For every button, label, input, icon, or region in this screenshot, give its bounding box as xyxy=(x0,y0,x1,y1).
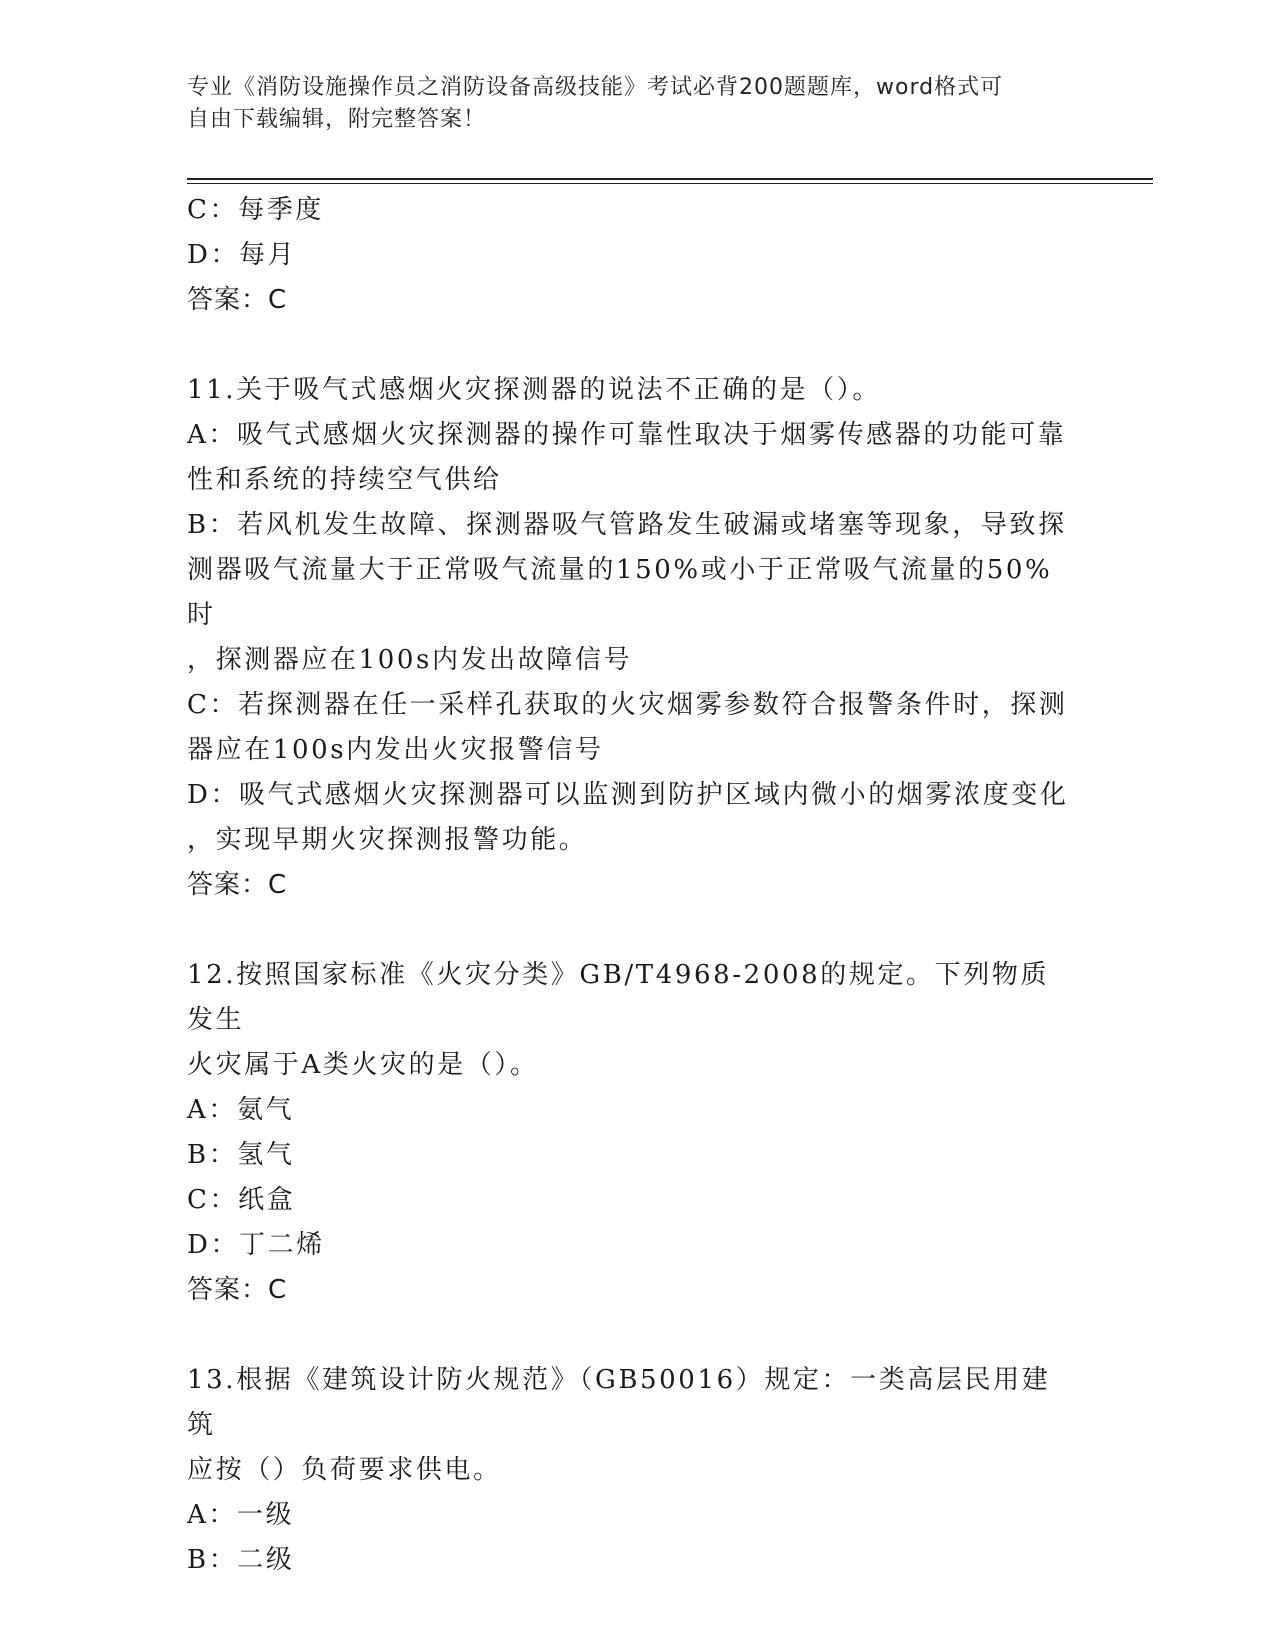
option-c: C：纸盒 xyxy=(187,1185,296,1215)
document-body xyxy=(187,188,1072,1583)
question-stem: 13.根据《建筑设计防火规范》（GB50016）规定：一类高层民用建筑 xyxy=(187,1365,1051,1440)
option-a: A：氨气 xyxy=(187,1095,295,1125)
header-divider xyxy=(187,183,1153,184)
answer-line: 答案：C xyxy=(187,1275,288,1305)
option-d: D：吸气式感烟火灾探测器可以监测到防护区域内微小的烟雾浓度变化 xyxy=(187,780,1069,810)
option-d: D：丁二烯 xyxy=(187,1230,325,1260)
option-b-cont: ，探测器应在100s内发出故障信号 xyxy=(187,645,633,675)
header-line: 自由下载编辑，附完整答案！ xyxy=(187,107,487,132)
option-c: C：若探测器在任一采样孔获取的火灾烟雾参数符合报警条件时，探测 xyxy=(187,690,1068,720)
question-stem: 11.关于吸气式感烟火灾探测器的说法不正确的是（）。 xyxy=(187,375,881,405)
option-b: B：二级 xyxy=(187,1545,295,1575)
option-d-cont: ，实现早期火灾探测报警功能。 xyxy=(187,825,588,855)
option-b-cont: 测器吸气流量大于正常吸气流量的150%或小于正常吸气流量的50%时 xyxy=(187,555,1053,630)
question-10-tail xyxy=(187,188,1072,323)
answer-line: 答案：C xyxy=(187,285,288,315)
header-divider xyxy=(187,178,1153,180)
option-c: C：每季度 xyxy=(187,195,324,225)
question-13 xyxy=(187,1358,1072,1583)
question-11 xyxy=(187,368,1072,908)
document-header xyxy=(187,72,1067,136)
question-stem: 12.按照国家标准《火灾分类》GB/T4968-2008的规定。下列物质发生 xyxy=(187,960,1050,1035)
answer-line: 答案：C xyxy=(187,870,288,900)
option-c-cont: 器应在100s内发出火灾报警信号 xyxy=(187,735,604,765)
header-line: 专业《消防设施操作员之消防设备高级技能》考试必背200题题库，word格式可 xyxy=(187,75,1004,100)
question-stem-cont: 应按（）负荷要求供电。 xyxy=(187,1455,502,1485)
question-stem-cont: 火灾属于A类火灾的是（）。 xyxy=(187,1050,539,1080)
option-a-cont: 性和系统的持续空气供给 xyxy=(187,465,502,495)
option-b: B：若风机发生故障、探测器吸气管路发生破漏或堵塞等现象，导致探 xyxy=(187,510,1067,540)
question-12 xyxy=(187,953,1072,1313)
option-d: D：每月 xyxy=(187,240,297,270)
option-b: B：氢气 xyxy=(187,1140,295,1170)
option-a: A：吸气式感烟火灾探测器的操作可靠性取决于烟雾传感器的功能可靠 xyxy=(187,420,1067,450)
option-a: A：一级 xyxy=(187,1500,295,1530)
